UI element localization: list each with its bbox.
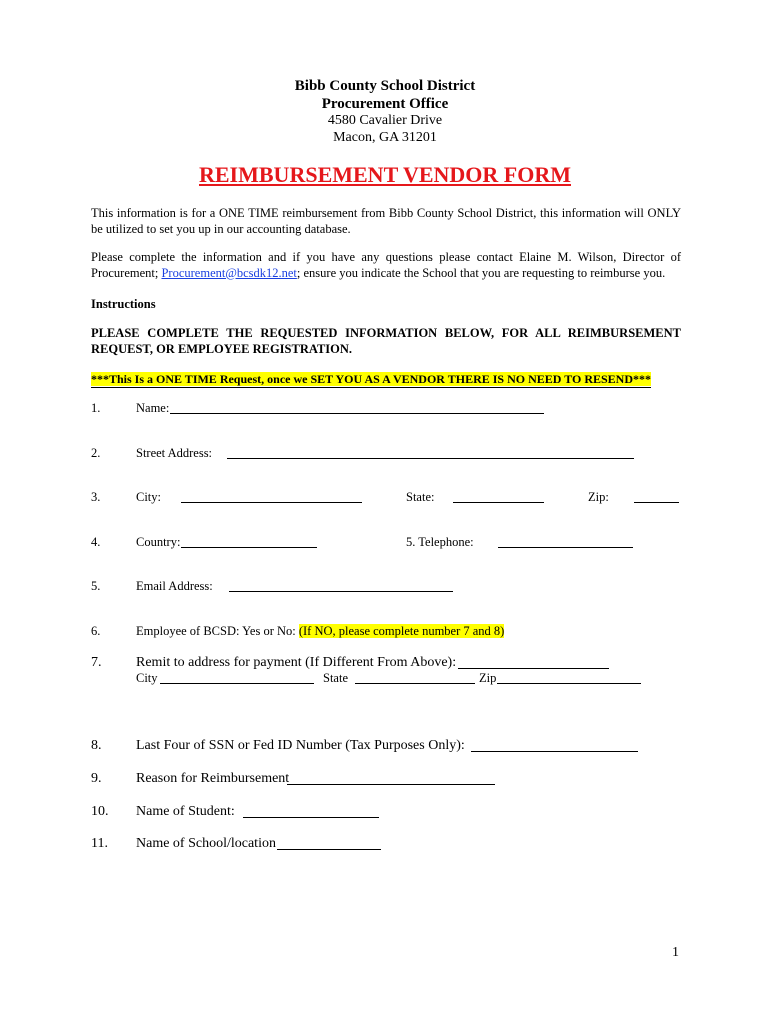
employee-question [136, 624, 504, 639]
one-time-notice [91, 372, 651, 388]
name-input-line[interactable] [170, 413, 544, 414]
remit-state-input-line[interactable] [355, 683, 475, 684]
intro-paragraph-1: This information is for a ONE TIME reimbursement from Bibb County School District, this information will ONLY be utilized to set you up in our accounting database. [91, 206, 681, 236]
city-line: Macon, GA 31201 [333, 130, 437, 145]
remit-city-input-line[interactable] [160, 683, 314, 684]
field-1-number: 1. [91, 401, 101, 415]
zip-input-line[interactable] [634, 502, 679, 503]
ssn-input-line[interactable] [471, 751, 638, 752]
school-location-label: Name of School/location [136, 836, 276, 851]
form-title: REIMBURSEMENT VENDOR FORM [199, 162, 571, 187]
field-9-number: 9. [91, 771, 102, 786]
intro-paragraph-2 [91, 250, 681, 281]
field-8-number: 8. [91, 738, 102, 753]
remit-address-input-line[interactable] [458, 668, 609, 669]
remit-zip-label: Zip [479, 671, 497, 685]
city-input-line[interactable] [181, 502, 362, 503]
country-input-line[interactable] [181, 547, 317, 548]
state-label: State: [406, 490, 435, 504]
remit-address-label: Remit to address for payment (If Different From Above): [136, 655, 457, 670]
instructions-text: PLEASE COMPLETE THE REQUESTED INFORMATION BELOW, FOR ALL REIMBURSEMENT REQUEST, OR EMPLOYEE REGISTRATION. [91, 326, 681, 356]
page-number: 1 [672, 945, 679, 960]
one-time-notice-text: ***This Is a ONE TIME Request, once we SET YOU AS A VENDOR THERE IS NO NEED TO RESEND*** [91, 372, 652, 386]
field-11-number: 11. [91, 836, 108, 851]
state-input-line[interactable] [453, 502, 544, 503]
remit-state-label: State [323, 671, 348, 685]
student-name-input-line[interactable] [243, 817, 379, 818]
field-10-number: 10. [91, 804, 109, 819]
employee-note: (If NO, please complete number 7 and 8) [298, 624, 505, 638]
country-label: Country: [136, 535, 181, 549]
employee-label: Employee of BCSD: Yes or No: [136, 624, 299, 638]
reason-label: Reason for Reimbursement [136, 771, 290, 786]
email-input-line[interactable] [229, 591, 453, 592]
reason-input-line[interactable] [287, 784, 495, 785]
intro-text-b: ; ensure you indicate the School that you are requesting to reimburse you. [296, 265, 666, 280]
remit-city-label: City [136, 671, 158, 685]
zip-label: Zip: [588, 490, 609, 504]
field-2-number: 2. [91, 446, 101, 460]
procurement-email-link[interactable]: Procurement@bcsdk12.net [161, 265, 297, 280]
street-address-label: Street Address: [136, 446, 213, 460]
field-6-number: 6. [91, 624, 101, 638]
field-3-number: 3. [91, 490, 101, 504]
school-location-input-line[interactable] [277, 849, 381, 850]
name-label: Name: [136, 401, 170, 415]
ssn-label: Last Four of SSN or Fed ID Number (Tax Purposes Only): [136, 738, 465, 753]
city-label: City: [136, 490, 162, 504]
telephone-label: 5. Telephone: [406, 535, 474, 549]
field-5-number: 5. [91, 579, 101, 593]
field-7-number: 7. [91, 655, 102, 670]
instructions-heading: Instructions [91, 297, 156, 311]
intro-text-a: Please complete the information and if you have any questions please contact Elaine M. Wilson, Director of Procurement; [91, 250, 681, 280]
street-address: 4580 Cavalier Drive [327, 113, 443, 128]
remit-zip-input-line[interactable] [497, 683, 641, 684]
street-address-input-line[interactable] [227, 458, 634, 459]
form-title-wrap [0, 162, 770, 188]
student-name-label: Name of Student: [136, 804, 235, 819]
field-4-number: 4. [91, 535, 101, 549]
email-label: Email Address: [136, 579, 213, 593]
org-name: Bibb County School District [294, 78, 476, 94]
telephone-input-line[interactable] [498, 547, 633, 548]
office-name: Procurement Office [321, 96, 449, 112]
